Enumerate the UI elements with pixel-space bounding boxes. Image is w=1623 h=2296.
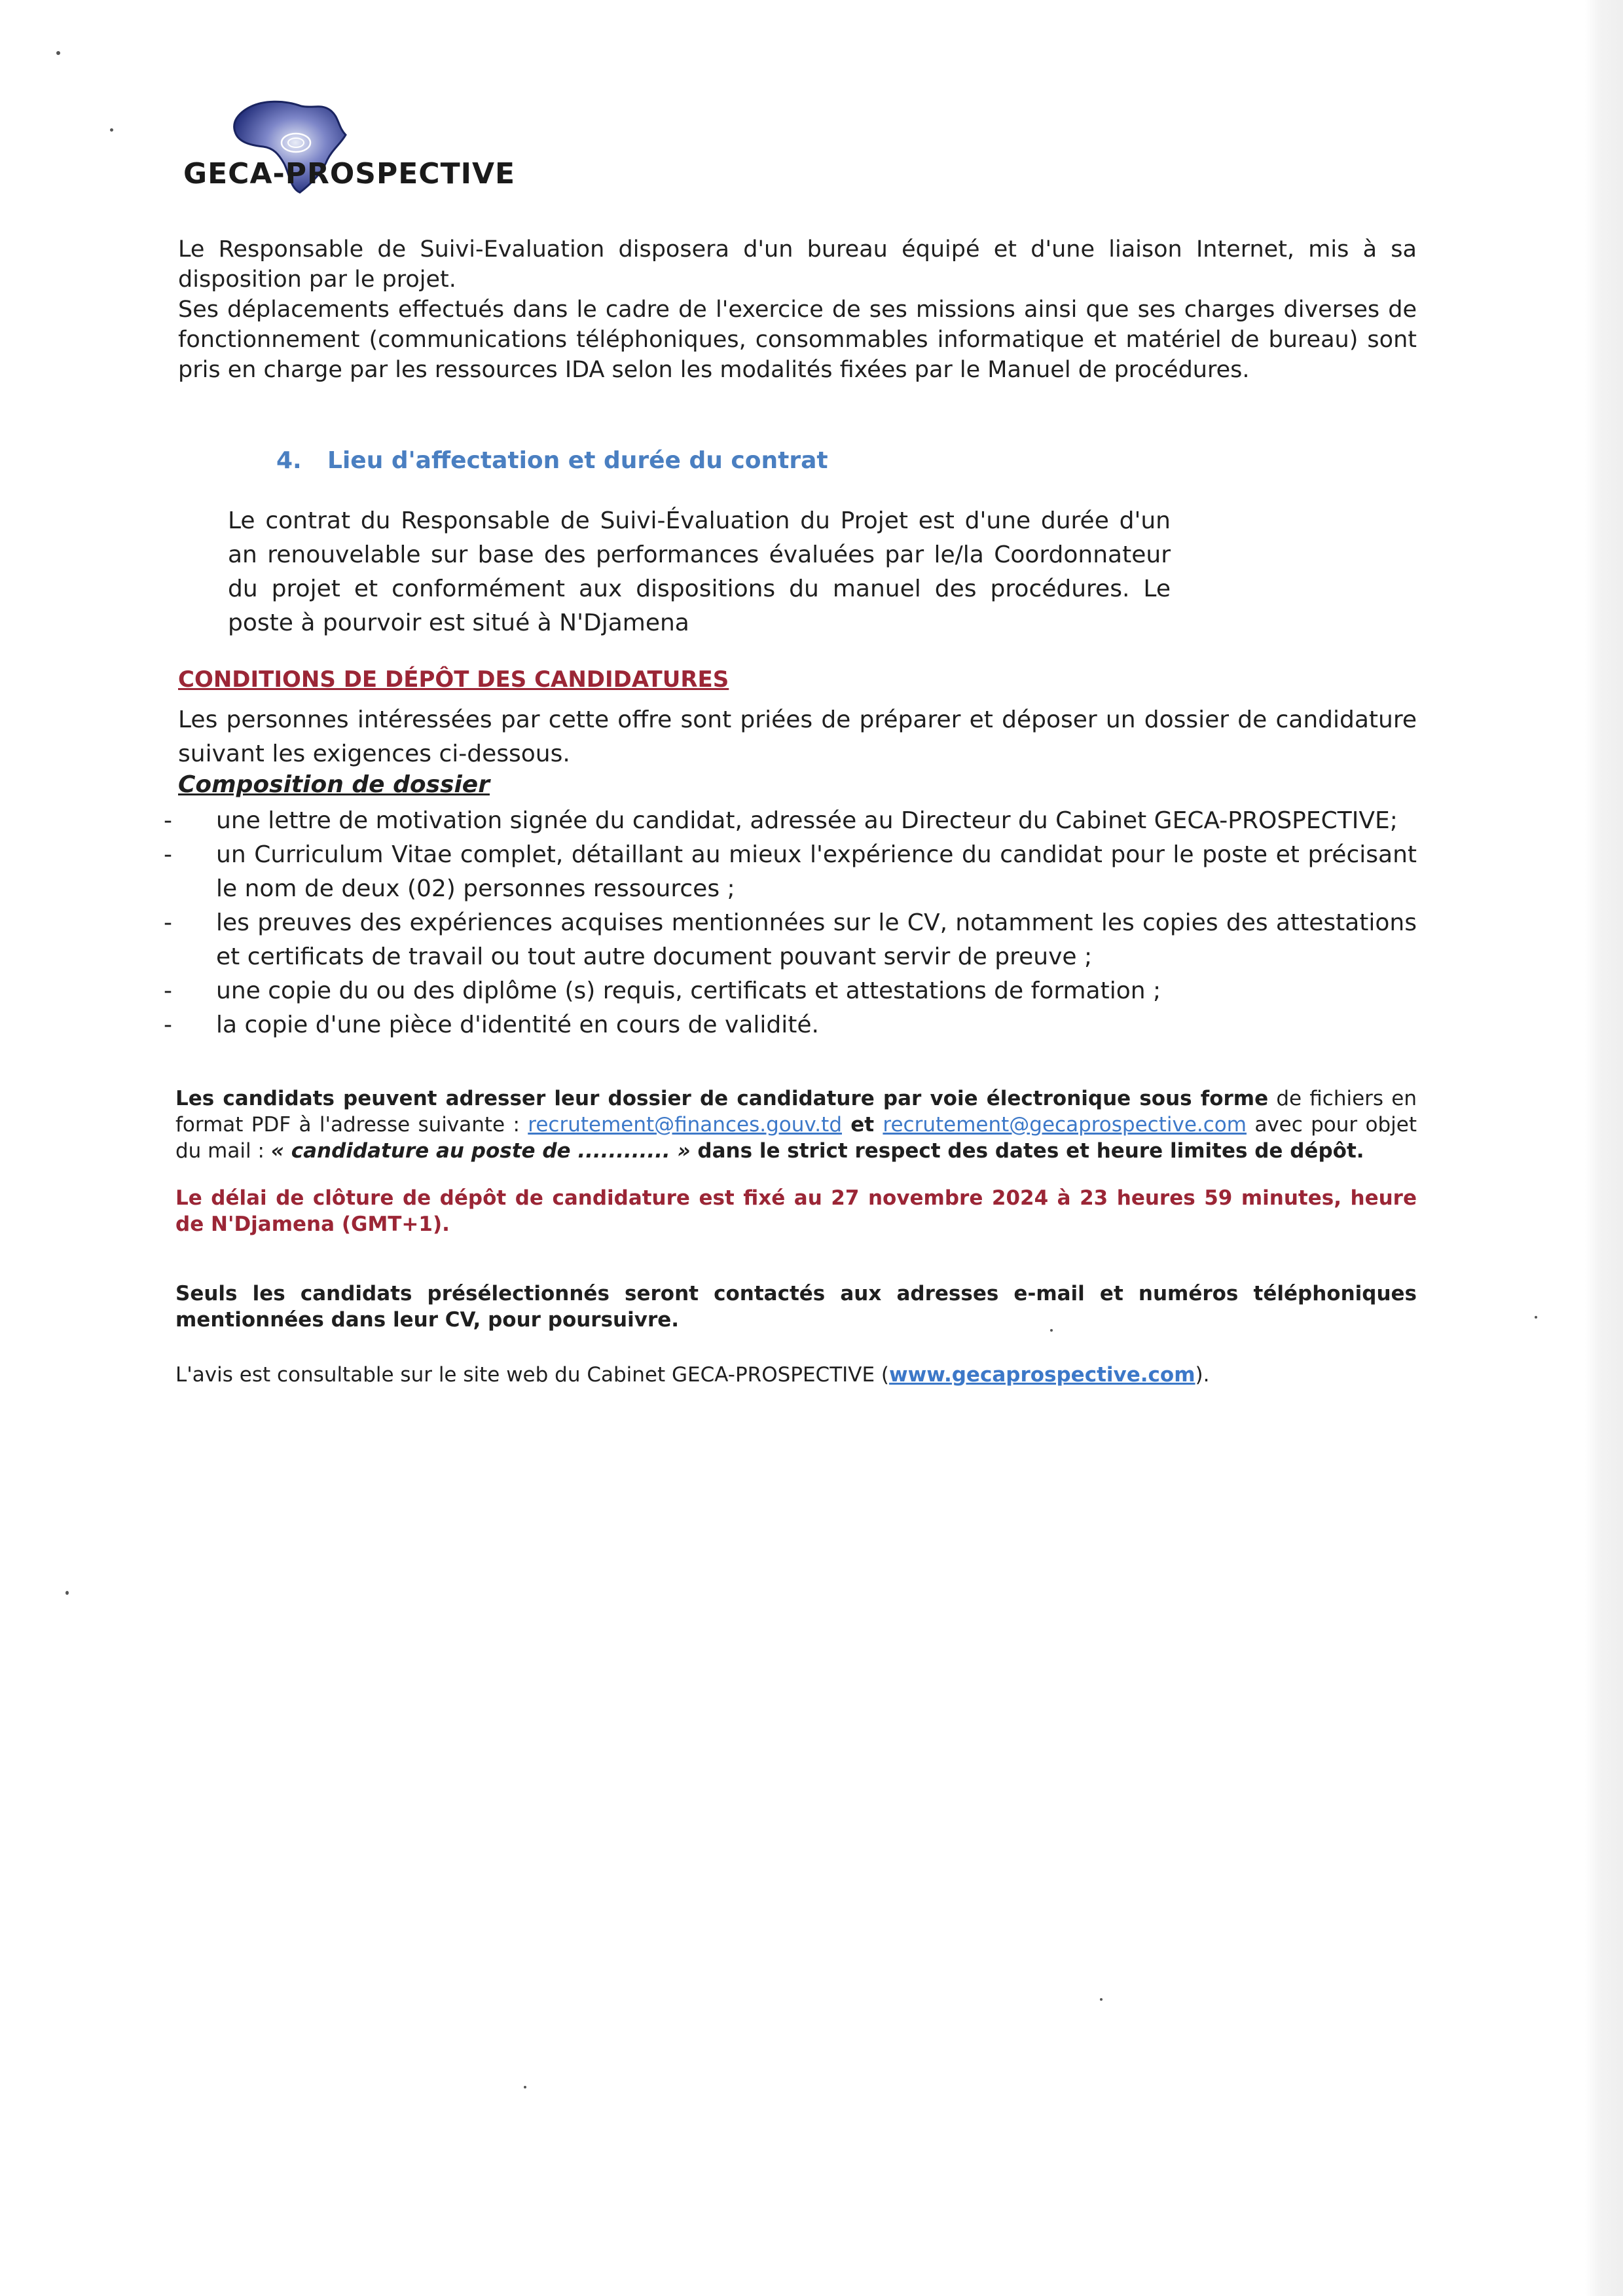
scan-speck — [65, 1591, 69, 1595]
email-link-finances[interactable]: recrutement@finances.gouv.td — [528, 1113, 842, 1137]
list-item: - une lettre de motivation signée du candidat, adressée au Directeur du Cabinet GECA-PROSPECTIVE; — [164, 804, 1417, 838]
list-item: - une copie du ou des diplôme (s) requis, certificats et attestations de formation ; — [164, 974, 1417, 1008]
section-4-heading — [276, 447, 828, 474]
section-4-number: 4. — [276, 447, 302, 474]
scan-edge-shadow — [1585, 0, 1623, 2296]
intro-paragraph-office: Le Responsable de Suivi-Evaluation disposera d'un bureau équipé et d'une liaison Internet, mis à sa disposition par le projet. — [178, 236, 1417, 293]
logo-text: GECA-PROSPECTIVE — [183, 157, 516, 191]
list-dash: - — [164, 807, 172, 834]
deadline-notice: Le délai de clôture de dépôt de candidature est fixé au 27 novembre 2024 à 23 heures 59 minutes, heure de N'Djamena (GMT+1). — [175, 1186, 1417, 1236]
list-dash: - — [164, 1011, 172, 1038]
list-item: - un Curriculum Vitae complet, détaillant au mieux l'expérience du candidat pour le poste et précisant le nom de deux (02) personnes ressources ; — [164, 838, 1417, 906]
intro-paragraphs — [178, 234, 1417, 385]
scan-speck — [56, 51, 60, 55]
website-notice: L'avis est consultable sur le site web du Cabinet GECA-PROSPECTIVE (www.gecaprospective.com). — [175, 1363, 1210, 1387]
conditions-heading: CONDITIONS DE DÉPÔT DES CANDIDATURES — [178, 666, 729, 693]
dossier-items-list — [164, 804, 1417, 1042]
intro-paragraph-expenses: Ses déplacements effectués dans le cadre de l'exercice de ses missions ainsi que ses charges diverses de fonctionnement (communications téléphoniques, consommables informatique et matériel de bureau) sont pris en charge par les ressources IDA selon les modalités fixées par le Manuel de procédures. — [178, 297, 1417, 383]
list-dash: - — [164, 909, 172, 936]
section-4-title: Lieu d'affectation et durée du contrat — [327, 447, 828, 474]
composition-heading: Composition de dossier — [178, 771, 490, 798]
geca-prospective-logo — [183, 97, 516, 202]
submission-paragraph: Les candidats peuvent adresser leur dossier de candidature par voie électronique sous forme de fichiers en format PDF à l'adresse suivante : recrutement@finances.gouv.td et recrutement@gecaprospective.com avec pour objet du mail : « candidature au poste de ............ » dans le strict respect des dates et heure limites de dépôt. — [175, 1087, 1417, 1163]
scan-speck — [1535, 1316, 1537, 1319]
list-dash: - — [164, 977, 172, 1004]
website-link[interactable]: www.gecaprospective.com — [889, 1363, 1195, 1387]
list-item: - la copie d'une pièce d'identité en cours de validité. — [164, 1008, 1417, 1042]
list-dash: - — [164, 841, 172, 868]
section-4-body: Le contrat du Responsable de Suivi-Évaluation du Projet est d'une durée d'un an renouvelable sur base des performances évaluées par le/la Coordonnateur du projet et conformément aux dispositions du manuel des procédures. Le poste à pourvoir est situé à N'Djamena — [228, 507, 1171, 636]
preselection-notice: Seuls les candidats présélectionnés seront contactés aux adresses e-mail et numéros téléphoniques mentionnées dans leur CV, pour poursuivre. — [175, 1282, 1417, 1332]
list-item: - les preuves des expériences acquises mentionnées sur le CV, notamment les copies des attestations et certificats de travail ou tout autre document pouvant servir de preuve ; — [164, 906, 1417, 974]
scan-speck — [524, 2086, 526, 2088]
email-link-geca[interactable]: recrutement@gecaprospective.com — [883, 1113, 1247, 1137]
scan-speck — [110, 128, 113, 132]
conditions-intro: Les personnes intéressées par cette offre sont priées de préparer et déposer un dossier de candidature suivant les exigences ci-dessous. — [178, 706, 1417, 767]
scan-speck — [1100, 1998, 1103, 2001]
